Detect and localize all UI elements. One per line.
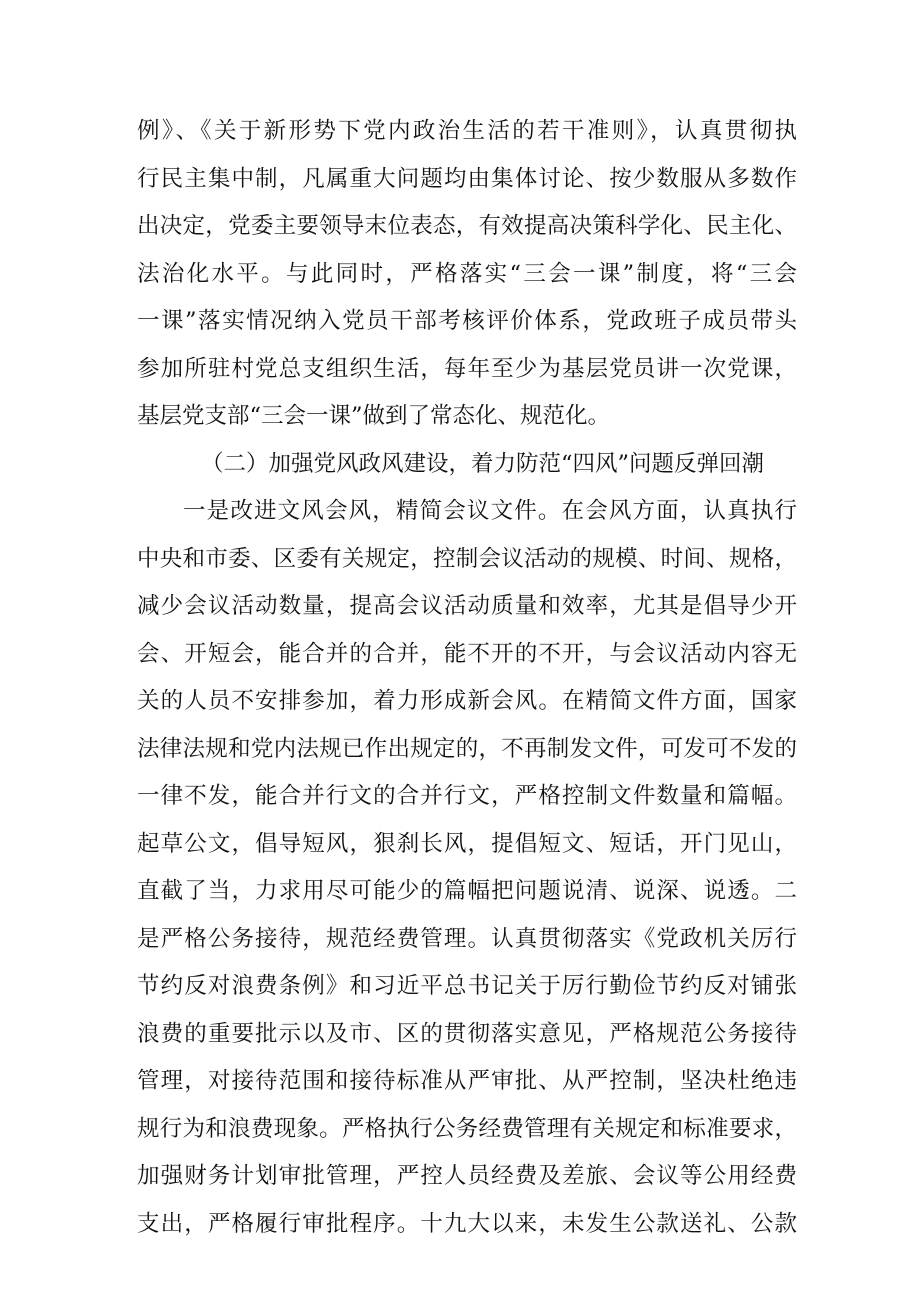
text-line: 参加所驻村党总支组织生活，每年至少为基层党员讲一次党课， bbox=[137, 355, 797, 382]
text-line: 管理，对接待范围和接待标准从严审批、从严控制，坚决杜绝违 bbox=[137, 1068, 797, 1094]
text-line: 规行为和浪费现象。严格执行公务经费管理有关规定和标准要求， bbox=[137, 1115, 797, 1142]
text-line: 浪费的重要批示以及市、区的贯彻落实意见，严格规范公务接待 bbox=[137, 1020, 797, 1047]
text-line: 一课”落实情况纳入党员干部考核评价体系，党政班子成员带头 bbox=[137, 308, 797, 334]
text-line: 行民主集中制，凡属重大问题均由集体讨论、按少数服从多数作 bbox=[137, 165, 797, 192]
text-line: 减少会议活动数量，提高会议活动质量和效率，尤其是倡导少开 bbox=[137, 593, 797, 619]
text-line: 是严格公务接待，规范经费管理。认真贯彻落实《党政机关厉行 bbox=[137, 925, 797, 952]
text-line: 法律法规和党内法规已作出规定的，不再制发文件，可发可不发的 bbox=[137, 735, 797, 762]
text-line: 一是改进文风会风，精简会议文件。在会风方面，认真执行 bbox=[183, 498, 797, 524]
text-line: 出决定，党委主要领导末位表态，有效提高决策科学化、民主化、 bbox=[137, 213, 797, 239]
text-line: 节约反对浪费条例》和习近平总书记关于厉行勤俭节约反对铺张 bbox=[137, 973, 797, 999]
text-line: 直截了当，力求用尽可能少的篇幅把问题说清、说深、说透。二 bbox=[137, 878, 797, 904]
text-line: （二）加强党风政风建设，着力防范“四风”问题反弹回潮 bbox=[201, 450, 765, 477]
text-line: 一律不发，能合并行文的合并行文，严格控制文件数量和篇幅。 bbox=[137, 783, 797, 809]
text-line: 会、开短会，能合并的合并，能不开的不开，与会议活动内容无 bbox=[137, 640, 797, 667]
body-text bbox=[137, 108, 797, 1248]
text-line: 例》、《关于新形势下党内政治生活的若干准则》，认真贯彻执 bbox=[137, 118, 797, 144]
text-line: 起草公文，倡导短风，狠刹长风，提倡短文、短话，开门见山， bbox=[137, 830, 797, 857]
text-line: 关的人员不安排参加，着力形成新会风。在精简文件方面，国家 bbox=[137, 688, 797, 714]
text-line: 支出，严格履行审批程序。十九大以来，未发生公款送礼、公款 bbox=[137, 1210, 797, 1237]
text-line: 加强财务计划审批管理，严控人员经费及差旅、会议等公用经费 bbox=[137, 1163, 797, 1189]
text-line: 法治化水平。与此同时，严格落实“三会一课”制度，将“三会 bbox=[137, 260, 797, 287]
text-line: 中央和市委、区委有关规定，控制会议活动的规模、时间、规格， bbox=[137, 545, 797, 572]
text-line: 基层党支部“三会一课”做到了常态化、规范化。 bbox=[137, 403, 611, 429]
